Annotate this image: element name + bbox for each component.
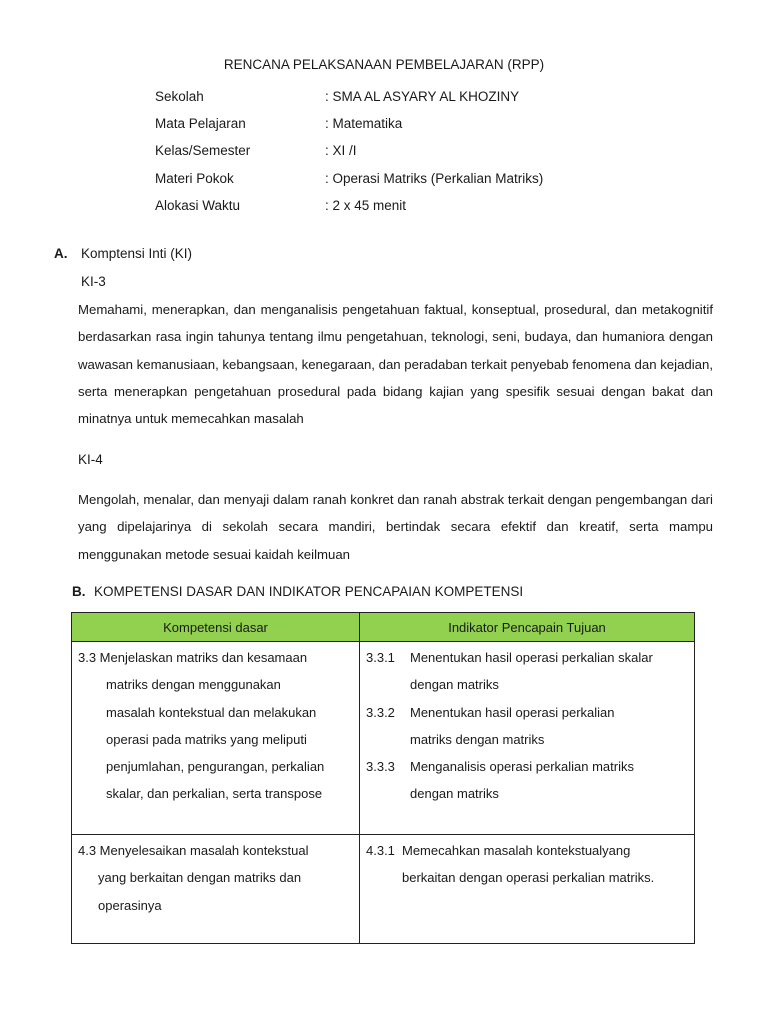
kd-line: masalah kontekstual dan melakukan <box>106 704 317 720</box>
indicator-text: dengan matriks <box>410 786 499 802</box>
ki3-paragraph: Memahami, menerapkan, dan menganalisis pengetahuan faktual, konseptual, prosedural, dan metakognitif berdasarkan rasa ingin tahunya tentang ilmu pengetahuan, teknologi, seni, budaya, dan humaniora dengan wawasan kemanusiaan, kebangsaan, kenegaraan, dan peradaban terkait penyebab fenomena dan kejadian, serta menerapkan pengetahuan prosedural pada bidang kajian yang spesifik sesuai dengan bakat dan minatnya untuk memecahkan masalah <box>78 302 713 427</box>
info-label: Kelas/Semester <box>155 143 251 159</box>
info-label: Alokasi Waktu <box>155 197 241 213</box>
info-row-sekolah <box>155 83 543 110</box>
indicator-number: 3.3.2 <box>366 704 395 720</box>
section-title: KOMPETENSI DASAR DAN INDIKATOR PENCAPAIAN KOMPETENSI <box>94 584 524 599</box>
ki4-label: KI-4 <box>78 452 103 467</box>
info-value: : 2 x 45 menit <box>325 197 407 213</box>
indicator-item <box>366 644 688 671</box>
indicator-cell <box>360 835 695 944</box>
info-row-kelas-semester <box>155 137 543 164</box>
column-header-indikator: Indikator Pencapain Tujuan <box>360 613 695 642</box>
info-row-mata-pelajaran <box>155 110 543 137</box>
kd-line: skalar, dan perkalian, serta transpose <box>106 786 323 802</box>
info-row-materi-pokok <box>155 165 543 192</box>
info-label: Mata Pelajaran <box>155 116 246 132</box>
section-b-heading <box>72 584 523 599</box>
indicator-text: Menganalisis operasi perkalian matriks <box>410 759 634 775</box>
kd-line: operasi pada matriks yang meliputi <box>106 731 307 747</box>
indicator-item <box>366 753 688 780</box>
indicator-cell <box>360 642 695 835</box>
ki3-label: KI-3 <box>81 274 106 289</box>
section-title: Komptensi Inti (KI) <box>81 246 193 261</box>
kd-line: 4.3 Menyelesaikan masalah kontekstual <box>78 843 309 858</box>
info-value: : XI /I <box>325 143 357 159</box>
info-value: : SMA AL ASYARY AL KHOZINY <box>325 89 520 105</box>
column-header-kompetensi: Kompetensi dasar <box>72 613 360 642</box>
info-block <box>155 83 543 219</box>
kd-cell <box>72 642 360 835</box>
indicator-number: 4.3.1 <box>366 843 395 858</box>
table-row <box>72 835 695 944</box>
indicator-item <box>366 699 688 726</box>
indicator-text: Menentukan hasil operasi perkalian skalar <box>410 650 653 665</box>
info-value: : Operasi Matriks (Perkalian Matriks) <box>325 170 544 186</box>
section-letter: A. <box>54 246 68 261</box>
kd-line: yang berkaitan dengan matriks dan <box>98 870 302 886</box>
indicator-number: 3.3.3 <box>366 759 395 775</box>
kd-line: 3.3 Menjelaskan matriks dan kesamaan <box>78 650 308 665</box>
info-label: Sekolah <box>155 89 204 105</box>
table-header-row <box>72 613 695 642</box>
indicator-number: 3.3.1 <box>366 650 395 665</box>
kd-line: operasinya <box>98 897 162 913</box>
info-row-alokasi-waktu <box>155 192 543 219</box>
ki4-paragraph: Mengolah, menalar, dan menyaji dalam ranah konkret dan ranah abstrak terkait dengan pengembangan dari yang dipelajarinya di sekolah secara mandiri, bertindak secara efektif dan kreatif, serta mampu menggunakan metode sesuai kaidah keilmuan <box>78 492 713 562</box>
indicator-text: Memecahkan masalah kontekstualyang <box>402 843 631 858</box>
document-title: RENCANA PELAKSANAAN PEMBELAJARAN (RPP) <box>223 57 545 72</box>
section-letter: B. <box>72 584 86 599</box>
kd-cell <box>72 835 360 944</box>
indicator-text: dengan matriks <box>410 677 499 693</box>
info-label: Materi Pokok <box>155 170 234 186</box>
indicator-text: berkaitan dengan operasi perkalian matriks. <box>402 870 655 886</box>
table-row <box>72 642 695 835</box>
kd-line: matriks dengan menggunakan <box>106 677 281 693</box>
indicator-text: Menentukan hasil operasi perkalian <box>410 704 615 720</box>
indicator-item <box>366 837 688 864</box>
indicator-text: matriks dengan matriks <box>410 731 545 747</box>
competency-table <box>71 612 695 944</box>
kd-line: penjumlahan, pengurangan, perkalian <box>106 759 325 775</box>
info-value: : Matematika <box>325 116 403 132</box>
section-a-heading <box>54 246 192 261</box>
